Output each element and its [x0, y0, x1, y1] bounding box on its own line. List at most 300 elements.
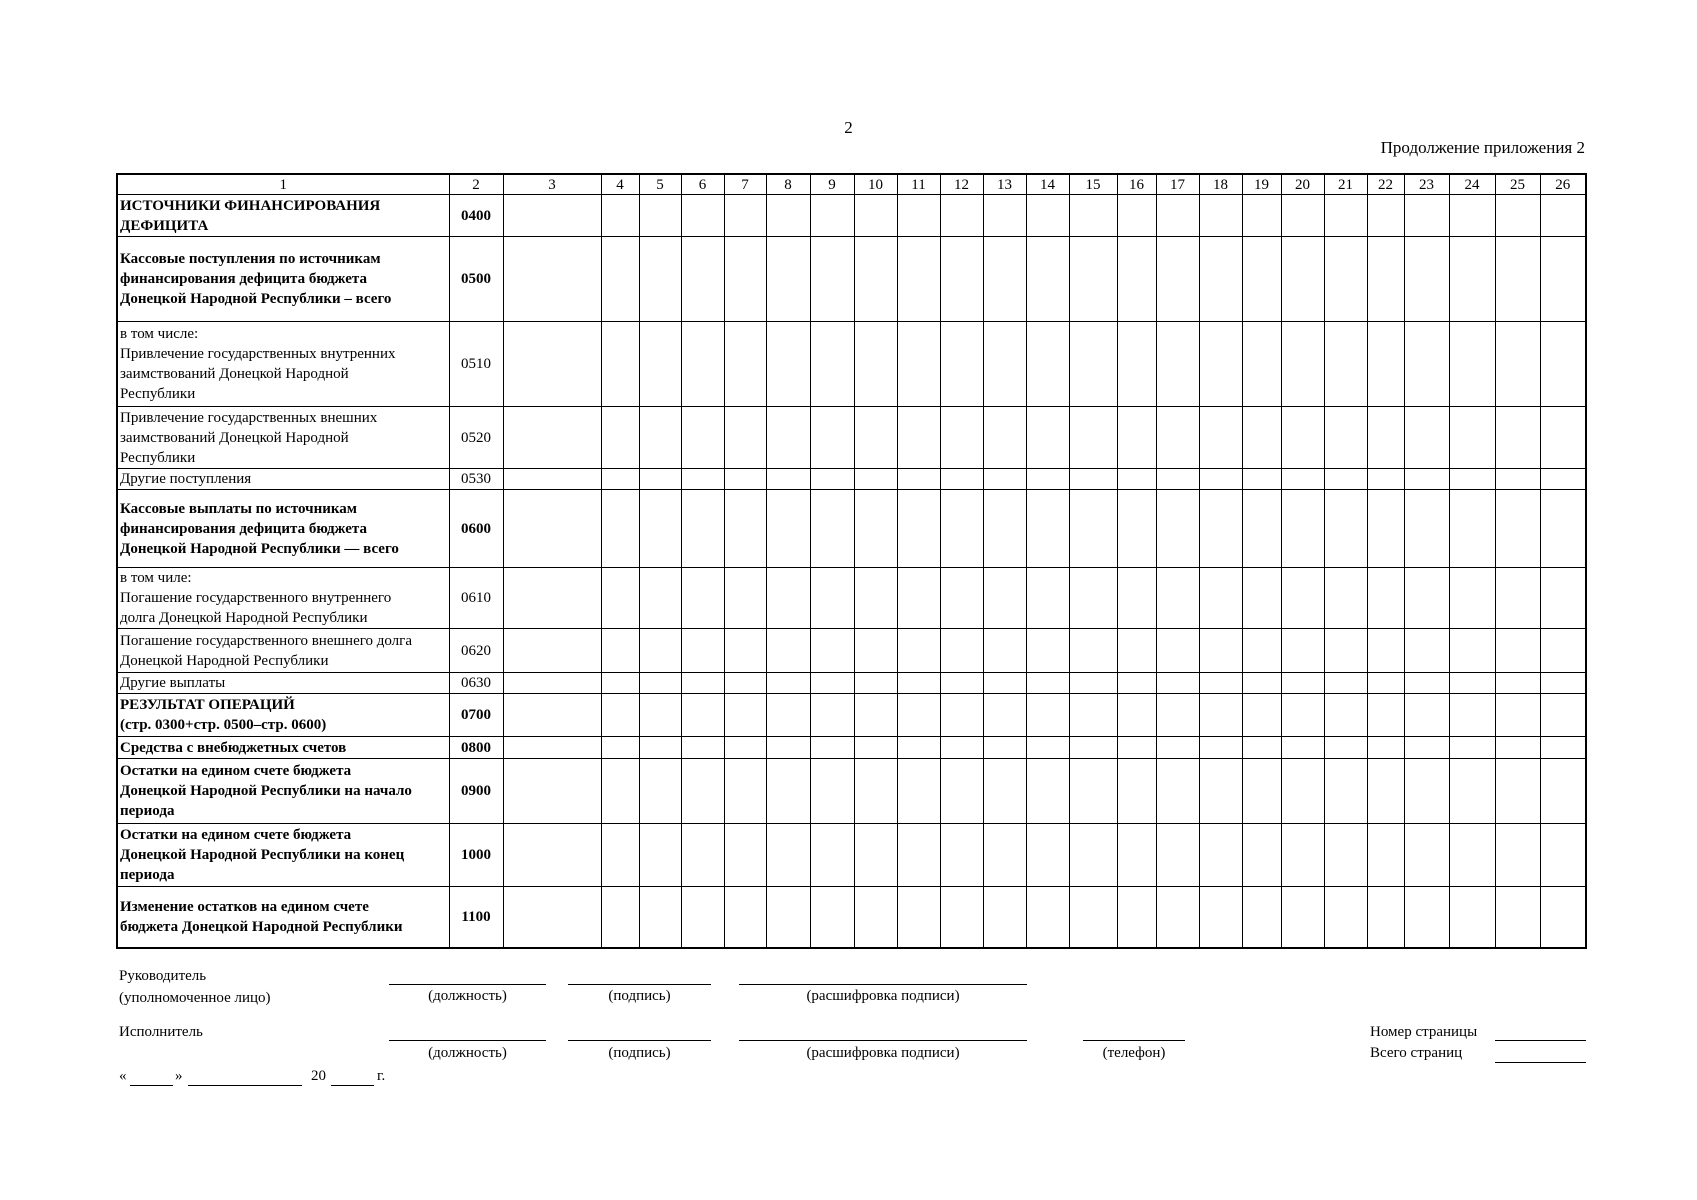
value-cell[interactable]	[601, 568, 639, 629]
value-cell[interactable]	[724, 694, 766, 737]
value-cell[interactable]	[681, 237, 724, 322]
value-cell[interactable]	[601, 490, 639, 568]
value-cell[interactable]	[1495, 237, 1540, 322]
value-cell[interactable]	[1026, 237, 1069, 322]
value-cell[interactable]	[897, 322, 940, 407]
value-cell[interactable]	[940, 824, 983, 887]
value-cell[interactable]	[897, 490, 940, 568]
value-cell[interactable]	[724, 887, 766, 948]
value-cell[interactable]	[639, 694, 681, 737]
value-cell[interactable]	[724, 195, 766, 237]
value-cell[interactable]	[681, 737, 724, 759]
value-cell[interactable]	[983, 322, 1026, 407]
value-cell[interactable]	[1242, 824, 1281, 887]
value-cell[interactable]	[503, 824, 601, 887]
value-cell[interactable]	[1367, 694, 1404, 737]
value-cell[interactable]	[639, 469, 681, 490]
value-cell[interactable]	[1026, 629, 1069, 673]
value-cell[interactable]	[940, 322, 983, 407]
value-cell[interactable]	[601, 673, 639, 694]
value-cell[interactable]	[1404, 673, 1449, 694]
value-cell[interactable]	[940, 195, 983, 237]
value-cell[interactable]	[1281, 490, 1324, 568]
head-decoding-line[interactable]	[739, 984, 1027, 985]
value-cell[interactable]	[1026, 322, 1069, 407]
value-cell[interactable]	[1199, 759, 1242, 824]
value-cell[interactable]	[1495, 887, 1540, 948]
value-cell[interactable]	[1117, 490, 1156, 568]
value-cell[interactable]	[810, 322, 854, 407]
value-cell[interactable]	[1026, 887, 1069, 948]
value-cell[interactable]	[1156, 195, 1199, 237]
head-position-line[interactable]	[389, 984, 546, 985]
value-cell[interactable]	[1449, 694, 1495, 737]
value-cell[interactable]	[1324, 737, 1367, 759]
value-cell[interactable]	[1156, 322, 1199, 407]
value-cell[interactable]	[1324, 322, 1367, 407]
value-cell[interactable]	[1367, 759, 1404, 824]
value-cell[interactable]	[1324, 469, 1367, 490]
value-cell[interactable]	[1449, 887, 1495, 948]
value-cell[interactable]	[1026, 694, 1069, 737]
value-cell[interactable]	[810, 759, 854, 824]
value-cell[interactable]	[681, 629, 724, 673]
value-cell[interactable]	[1199, 322, 1242, 407]
value-cell[interactable]	[1026, 824, 1069, 887]
value-cell[interactable]	[1242, 673, 1281, 694]
executor-signature-line[interactable]	[568, 1040, 711, 1041]
date-day-line[interactable]	[130, 1085, 173, 1086]
value-cell[interactable]	[854, 629, 897, 673]
value-cell[interactable]	[1449, 568, 1495, 629]
value-cell[interactable]	[1404, 759, 1449, 824]
value-cell[interactable]	[1281, 824, 1324, 887]
value-cell[interactable]	[681, 568, 724, 629]
value-cell[interactable]	[1117, 629, 1156, 673]
value-cell[interactable]	[1540, 759, 1586, 824]
value-cell[interactable]	[639, 195, 681, 237]
executor-decoding-line[interactable]	[739, 1040, 1027, 1041]
value-cell[interactable]	[897, 824, 940, 887]
value-cell[interactable]	[983, 469, 1026, 490]
value-cell[interactable]	[1117, 759, 1156, 824]
value-cell[interactable]	[1069, 237, 1117, 322]
value-cell[interactable]	[810, 824, 854, 887]
value-cell[interactable]	[1404, 490, 1449, 568]
value-cell[interactable]	[766, 737, 810, 759]
value-cell[interactable]	[1199, 737, 1242, 759]
value-cell[interactable]	[1495, 737, 1540, 759]
value-cell[interactable]	[1281, 237, 1324, 322]
value-cell[interactable]	[1540, 824, 1586, 887]
value-cell[interactable]	[1540, 737, 1586, 759]
value-cell[interactable]	[724, 673, 766, 694]
value-cell[interactable]	[1449, 407, 1495, 469]
value-cell[interactable]	[1156, 694, 1199, 737]
value-cell[interactable]	[1199, 629, 1242, 673]
value-cell[interactable]	[766, 568, 810, 629]
value-cell[interactable]	[1404, 824, 1449, 887]
value-cell[interactable]	[1069, 737, 1117, 759]
value-cell[interactable]	[1069, 887, 1117, 948]
value-cell[interactable]	[1117, 737, 1156, 759]
value-cell[interactable]	[897, 469, 940, 490]
value-cell[interactable]	[897, 237, 940, 322]
value-cell[interactable]	[766, 694, 810, 737]
value-cell[interactable]	[810, 195, 854, 237]
value-cell[interactable]	[503, 694, 601, 737]
value-cell[interactable]	[854, 195, 897, 237]
value-cell[interactable]	[1026, 673, 1069, 694]
value-cell[interactable]	[897, 629, 940, 673]
value-cell[interactable]	[940, 887, 983, 948]
value-cell[interactable]	[1404, 195, 1449, 237]
value-cell[interactable]	[810, 237, 854, 322]
value-cell[interactable]	[1449, 759, 1495, 824]
value-cell[interactable]	[983, 759, 1026, 824]
value-cell[interactable]	[1156, 237, 1199, 322]
value-cell[interactable]	[766, 759, 810, 824]
value-cell[interactable]	[1281, 887, 1324, 948]
value-cell[interactable]	[1117, 568, 1156, 629]
value-cell[interactable]	[1156, 629, 1199, 673]
value-cell[interactable]	[503, 407, 601, 469]
value-cell[interactable]	[681, 407, 724, 469]
value-cell[interactable]	[1242, 629, 1281, 673]
value-cell[interactable]	[1367, 195, 1404, 237]
value-cell[interactable]	[601, 469, 639, 490]
value-cell[interactable]	[810, 407, 854, 469]
value-cell[interactable]	[639, 490, 681, 568]
value-cell[interactable]	[1540, 195, 1586, 237]
value-cell[interactable]	[940, 629, 983, 673]
value-cell[interactable]	[1449, 322, 1495, 407]
value-cell[interactable]	[1069, 759, 1117, 824]
value-cell[interactable]	[1199, 673, 1242, 694]
value-cell[interactable]	[601, 322, 639, 407]
value-cell[interactable]	[983, 407, 1026, 469]
value-cell[interactable]	[724, 629, 766, 673]
value-cell[interactable]	[503, 195, 601, 237]
value-cell[interactable]	[1404, 237, 1449, 322]
value-cell[interactable]	[1156, 469, 1199, 490]
value-cell[interactable]	[1069, 629, 1117, 673]
value-cell[interactable]	[1495, 694, 1540, 737]
value-cell[interactable]	[897, 759, 940, 824]
value-cell[interactable]	[1117, 195, 1156, 237]
value-cell[interactable]	[1242, 469, 1281, 490]
value-cell[interactable]	[1540, 469, 1586, 490]
value-cell[interactable]	[724, 759, 766, 824]
value-cell[interactable]	[810, 629, 854, 673]
value-cell[interactable]	[503, 322, 601, 407]
value-cell[interactable]	[639, 737, 681, 759]
value-cell[interactable]	[854, 673, 897, 694]
value-cell[interactable]	[681, 490, 724, 568]
value-cell[interactable]	[854, 759, 897, 824]
value-cell[interactable]	[766, 887, 810, 948]
value-cell[interactable]	[1281, 195, 1324, 237]
value-cell[interactable]	[639, 568, 681, 629]
value-cell[interactable]	[766, 407, 810, 469]
value-cell[interactable]	[1026, 737, 1069, 759]
value-cell[interactable]	[1495, 322, 1540, 407]
value-cell[interactable]	[766, 322, 810, 407]
value-cell[interactable]	[639, 237, 681, 322]
value-cell[interactable]	[681, 195, 724, 237]
value-cell[interactable]	[1367, 469, 1404, 490]
executor-phone-line[interactable]	[1083, 1040, 1185, 1041]
value-cell[interactable]	[897, 407, 940, 469]
value-cell[interactable]	[1367, 824, 1404, 887]
value-cell[interactable]	[1367, 237, 1404, 322]
value-cell[interactable]	[1540, 673, 1586, 694]
value-cell[interactable]	[983, 824, 1026, 887]
value-cell[interactable]	[639, 673, 681, 694]
value-cell[interactable]	[1281, 469, 1324, 490]
value-cell[interactable]	[940, 737, 983, 759]
value-cell[interactable]	[1324, 568, 1367, 629]
value-cell[interactable]	[724, 737, 766, 759]
value-cell[interactable]	[1324, 237, 1367, 322]
value-cell[interactable]	[1117, 469, 1156, 490]
value-cell[interactable]	[601, 759, 639, 824]
value-cell[interactable]	[1242, 737, 1281, 759]
value-cell[interactable]	[983, 737, 1026, 759]
value-cell[interactable]	[601, 629, 639, 673]
value-cell[interactable]	[1540, 490, 1586, 568]
value-cell[interactable]	[1540, 694, 1586, 737]
value-cell[interactable]	[681, 673, 724, 694]
value-cell[interactable]	[601, 694, 639, 737]
value-cell[interactable]	[724, 237, 766, 322]
value-cell[interactable]	[1199, 195, 1242, 237]
value-cell[interactable]	[1026, 568, 1069, 629]
value-cell[interactable]	[1367, 629, 1404, 673]
value-cell[interactable]	[503, 568, 601, 629]
value-cell[interactable]	[1069, 824, 1117, 887]
value-cell[interactable]	[766, 195, 810, 237]
value-cell[interactable]	[940, 568, 983, 629]
value-cell[interactable]	[1281, 673, 1324, 694]
value-cell[interactable]	[983, 490, 1026, 568]
value-cell[interactable]	[810, 887, 854, 948]
value-cell[interactable]	[1449, 469, 1495, 490]
value-cell[interactable]	[1449, 237, 1495, 322]
value-cell[interactable]	[983, 237, 1026, 322]
value-cell[interactable]	[940, 407, 983, 469]
value-cell[interactable]	[639, 322, 681, 407]
value-cell[interactable]	[1495, 673, 1540, 694]
value-cell[interactable]	[1242, 887, 1281, 948]
value-cell[interactable]	[983, 887, 1026, 948]
value-cell[interactable]	[1404, 469, 1449, 490]
value-cell[interactable]	[854, 469, 897, 490]
value-cell[interactable]	[897, 737, 940, 759]
value-cell[interactable]	[724, 407, 766, 469]
value-cell[interactable]	[1324, 195, 1367, 237]
value-cell[interactable]	[724, 490, 766, 568]
value-cell[interactable]	[1242, 759, 1281, 824]
value-cell[interactable]	[983, 195, 1026, 237]
value-cell[interactable]	[766, 490, 810, 568]
value-cell[interactable]	[1199, 490, 1242, 568]
value-cell[interactable]	[1281, 694, 1324, 737]
value-cell[interactable]	[1324, 694, 1367, 737]
value-cell[interactable]	[983, 694, 1026, 737]
value-cell[interactable]	[983, 568, 1026, 629]
value-cell[interactable]	[1495, 469, 1540, 490]
value-cell[interactable]	[1404, 568, 1449, 629]
value-cell[interactable]	[1069, 322, 1117, 407]
value-cell[interactable]	[1367, 737, 1404, 759]
value-cell[interactable]	[681, 759, 724, 824]
value-cell[interactable]	[1367, 490, 1404, 568]
value-cell[interactable]	[1199, 824, 1242, 887]
value-cell[interactable]	[1324, 824, 1367, 887]
value-cell[interactable]	[897, 195, 940, 237]
value-cell[interactable]	[897, 887, 940, 948]
value-cell[interactable]	[1156, 568, 1199, 629]
value-cell[interactable]	[766, 237, 810, 322]
value-cell[interactable]	[1199, 469, 1242, 490]
value-cell[interactable]	[681, 887, 724, 948]
value-cell[interactable]	[1069, 568, 1117, 629]
value-cell[interactable]	[1540, 237, 1586, 322]
value-cell[interactable]	[766, 673, 810, 694]
value-cell[interactable]	[1324, 490, 1367, 568]
value-cell[interactable]	[503, 673, 601, 694]
value-cell[interactable]	[724, 568, 766, 629]
value-cell[interactable]	[503, 490, 601, 568]
value-cell[interactable]	[1495, 195, 1540, 237]
page-number-line[interactable]	[1495, 1040, 1586, 1041]
value-cell[interactable]	[1449, 195, 1495, 237]
value-cell[interactable]	[1242, 568, 1281, 629]
value-cell[interactable]	[1449, 629, 1495, 673]
value-cell[interactable]	[897, 694, 940, 737]
value-cell[interactable]	[1324, 887, 1367, 948]
value-cell[interactable]	[1281, 759, 1324, 824]
value-cell[interactable]	[1117, 824, 1156, 887]
value-cell[interactable]	[639, 887, 681, 948]
value-cell[interactable]	[1242, 407, 1281, 469]
value-cell[interactable]	[897, 673, 940, 694]
value-cell[interactable]	[503, 629, 601, 673]
value-cell[interactable]	[1156, 759, 1199, 824]
value-cell[interactable]	[1324, 673, 1367, 694]
value-cell[interactable]	[503, 237, 601, 322]
value-cell[interactable]	[1199, 407, 1242, 469]
value-cell[interactable]	[1026, 407, 1069, 469]
value-cell[interactable]	[601, 195, 639, 237]
executor-position-line[interactable]	[389, 1040, 546, 1041]
value-cell[interactable]	[1367, 322, 1404, 407]
value-cell[interactable]	[1367, 887, 1404, 948]
value-cell[interactable]	[1404, 407, 1449, 469]
value-cell[interactable]	[1242, 322, 1281, 407]
value-cell[interactable]	[1281, 568, 1324, 629]
value-cell[interactable]	[766, 629, 810, 673]
value-cell[interactable]	[1449, 490, 1495, 568]
value-cell[interactable]	[1117, 237, 1156, 322]
value-cell[interactable]	[1117, 407, 1156, 469]
value-cell[interactable]	[1026, 469, 1069, 490]
value-cell[interactable]	[1156, 490, 1199, 568]
value-cell[interactable]	[503, 737, 601, 759]
value-cell[interactable]	[940, 469, 983, 490]
value-cell[interactable]	[601, 737, 639, 759]
value-cell[interactable]	[1069, 195, 1117, 237]
value-cell[interactable]	[854, 237, 897, 322]
value-cell[interactable]	[1117, 694, 1156, 737]
value-cell[interactable]	[503, 469, 601, 490]
value-cell[interactable]	[1404, 629, 1449, 673]
value-cell[interactable]	[601, 237, 639, 322]
head-signature-line[interactable]	[568, 984, 711, 985]
value-cell[interactable]	[1449, 737, 1495, 759]
value-cell[interactable]	[1495, 568, 1540, 629]
value-cell[interactable]	[1495, 407, 1540, 469]
value-cell[interactable]	[854, 322, 897, 407]
value-cell[interactable]	[1026, 490, 1069, 568]
value-cell[interactable]	[639, 824, 681, 887]
value-cell[interactable]	[1281, 407, 1324, 469]
value-cell[interactable]	[810, 568, 854, 629]
value-cell[interactable]	[1026, 759, 1069, 824]
value-cell[interactable]	[1495, 490, 1540, 568]
value-cell[interactable]	[601, 887, 639, 948]
value-cell[interactable]	[1156, 887, 1199, 948]
value-cell[interactable]	[1449, 673, 1495, 694]
value-cell[interactable]	[1324, 759, 1367, 824]
value-cell[interactable]	[1199, 237, 1242, 322]
value-cell[interactable]	[1199, 694, 1242, 737]
value-cell[interactable]	[1495, 824, 1540, 887]
value-cell[interactable]	[1156, 407, 1199, 469]
value-cell[interactable]	[940, 490, 983, 568]
value-cell[interactable]	[766, 824, 810, 887]
value-cell[interactable]	[1117, 673, 1156, 694]
value-cell[interactable]	[681, 322, 724, 407]
value-cell[interactable]	[1117, 887, 1156, 948]
value-cell[interactable]	[601, 407, 639, 469]
value-cell[interactable]	[1069, 673, 1117, 694]
value-cell[interactable]	[503, 759, 601, 824]
value-cell[interactable]	[639, 407, 681, 469]
value-cell[interactable]	[940, 759, 983, 824]
value-cell[interactable]	[1367, 568, 1404, 629]
value-cell[interactable]	[897, 568, 940, 629]
value-cell[interactable]	[1404, 322, 1449, 407]
value-cell[interactable]	[1156, 673, 1199, 694]
value-cell[interactable]	[1404, 737, 1449, 759]
value-cell[interactable]	[1242, 490, 1281, 568]
value-cell[interactable]	[1449, 824, 1495, 887]
total-pages-line[interactable]	[1495, 1062, 1586, 1063]
value-cell[interactable]	[1540, 322, 1586, 407]
value-cell[interactable]	[1367, 407, 1404, 469]
value-cell[interactable]	[854, 568, 897, 629]
date-year-line[interactable]	[331, 1085, 374, 1086]
value-cell[interactable]	[681, 469, 724, 490]
value-cell[interactable]	[681, 694, 724, 737]
value-cell[interactable]	[854, 887, 897, 948]
value-cell[interactable]	[983, 673, 1026, 694]
value-cell[interactable]	[639, 759, 681, 824]
value-cell[interactable]	[1281, 322, 1324, 407]
value-cell[interactable]	[1069, 469, 1117, 490]
